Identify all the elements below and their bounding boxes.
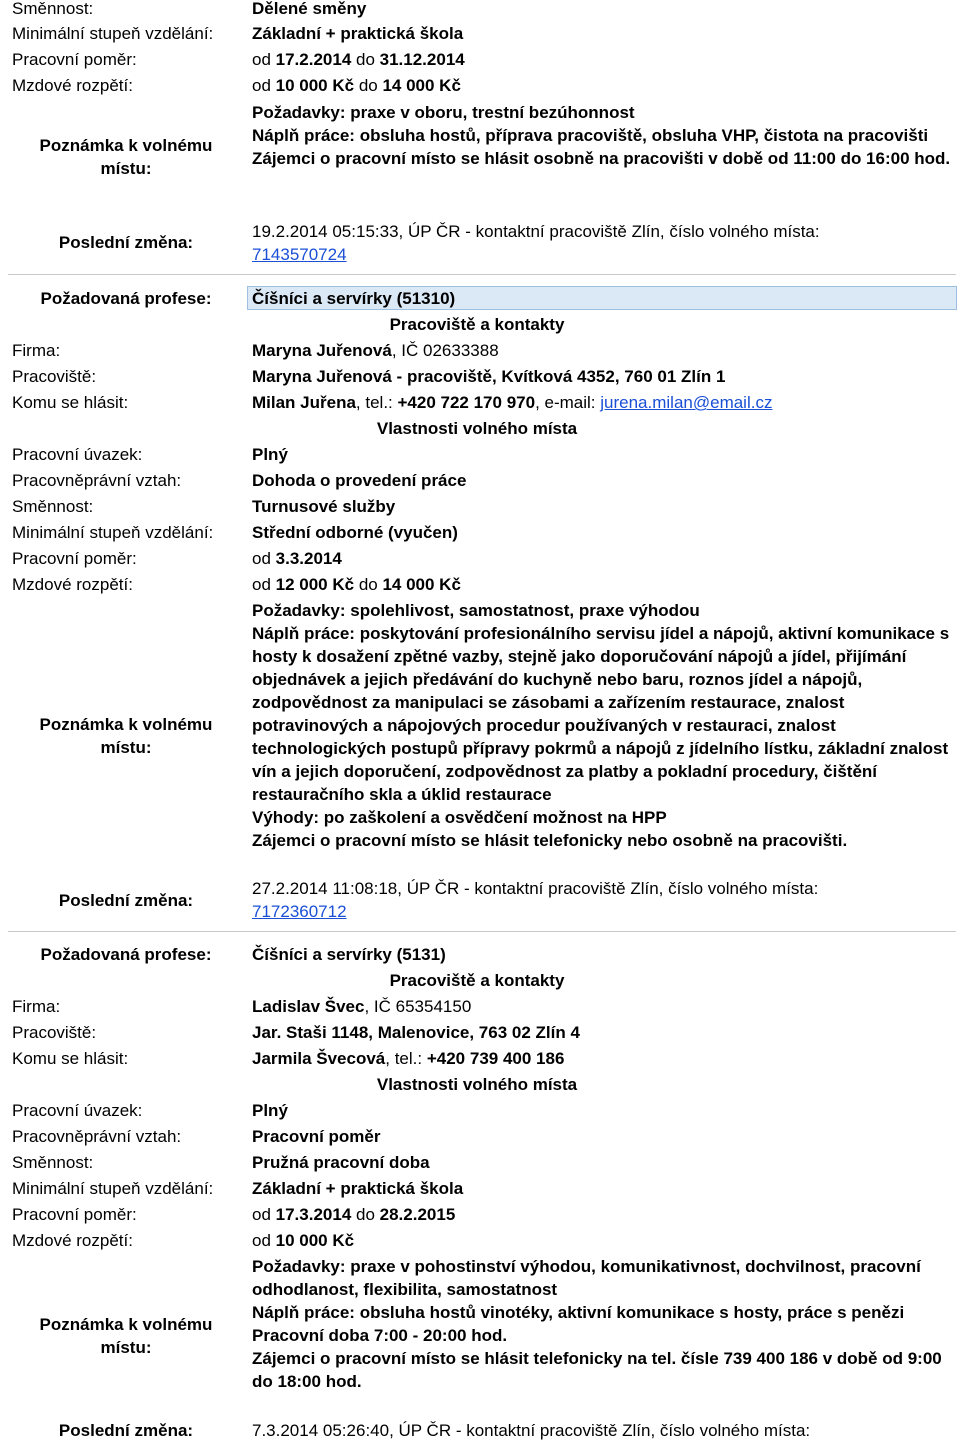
value-uvazek: Plný xyxy=(252,1101,288,1120)
label-komu-se-hlasit: Komu se hlásit: xyxy=(12,393,129,412)
poznamka-line: Náplň práce: poskytování profesionálního servisu jídel a nápojů, aktivní komunikace s hosty k dosažení zpětné vazby, stejně jako doporučování nápojů a jídel, přijímání objednávek a jejich předávání do kuchyně nebo baru, roznos jídel a nápojů, zodpovědnost za manipulaci se zásobami a zařízením restaurace, znalost potravinových a nápojových procedur používaných v restauraci, znalost technologických postupů přípravy pokrmů a nápojů z jídelního lístku, základní znalost vín a jejich doporučení, zodpovědnost za platby a pokladní procedury, čištění restauračního skla a úklid restaurace xyxy=(252,624,950,804)
poznamka-line: Zájemci o pracovní místo se hlásit telefonicky nebo osobně na pracovišti. xyxy=(252,831,848,850)
label-smennost: Směnnost: xyxy=(12,497,94,516)
value-pracovni-pomer: od 17.3.2014 do 28.2.2015 xyxy=(252,1205,456,1224)
value-vztah: Pracovní poměr xyxy=(252,1127,381,1146)
poznamka-line: Zájemci o pracovní místo se hlásit osobně na pracovišti v době od 11:00 do 16:00 hod. xyxy=(252,149,951,168)
poznamka-line: Pracovní doba 7:00 - 20:00 hod. xyxy=(252,1326,508,1345)
label-posledni-zmena: Poslední změna: xyxy=(58,1421,194,1440)
label-pozadovana-profese: Požadovaná profese: xyxy=(40,289,212,308)
label-posledni-zmena: Poslední změna: xyxy=(58,891,194,910)
label-pracovni-pomer: Pracovní poměr: xyxy=(12,1205,137,1224)
value-vzdelani: Základní + praktická škola xyxy=(252,1179,464,1198)
value-pracoviste: Jar. Staši 1148, Malenovice, 763 02 Zlín 4 xyxy=(252,1023,580,1042)
label-vzdelani: Minimální stupeň vzdělání: xyxy=(12,1179,214,1198)
label-pracoviste: Pracoviště: xyxy=(12,1023,97,1042)
poznamka-line: Požadavky: praxe v pohostinství výhodou, komunikativnost, dochvilnost, pracovní odhodlanost, flexibilita, samostatnost xyxy=(252,1257,921,1299)
value-smennost: Dělené směny xyxy=(252,0,367,18)
label-poznamka: Poznámka k volnému místu: xyxy=(39,1315,213,1357)
label-mzdove-rozpeti: Mzdové rozpětí: xyxy=(12,1231,133,1250)
value-posledni-zmena: 19.2.2014 05:15:33, ÚP ČR - kontaktní pracoviště Zlín, číslo volného místa: 7143570724 xyxy=(252,222,820,264)
value-firma: Maryna Juřenová, IČ 02633388 xyxy=(252,341,499,360)
value-smennost: Turnusové služby xyxy=(252,497,396,516)
label-firma: Firma: xyxy=(12,997,61,1016)
value-vztah: Dohoda o provedení práce xyxy=(252,471,467,490)
value-smennost: Pružná pracovní doba xyxy=(252,1153,430,1172)
label-komu-se-hlasit: Komu se hlásit: xyxy=(12,1049,129,1068)
email-link[interactable]: jurena.milan@email.cz xyxy=(600,393,773,412)
label-vzdelani: Minimální stupeň vzdělání: xyxy=(12,523,214,542)
label-uvazek: Pracovní úvazek: xyxy=(12,1101,143,1120)
value-vzdelani: Základní + praktická škola xyxy=(252,24,464,43)
value-pozadovana-profese: Číšníci a servírky (51310) xyxy=(252,289,456,308)
label-pracoviste: Pracoviště: xyxy=(12,367,97,386)
label-poznamka: Poznámka k volnému místu: xyxy=(39,136,213,178)
separator xyxy=(8,931,956,932)
value-uvazek: Plný xyxy=(252,445,288,464)
value-poznamka xyxy=(252,599,952,852)
poznamka-line: Zájemci o pracovní místo se hlásit telefonicky na tel. čísle 739 400 186 v době od 9:00 do 18:00 hod. xyxy=(252,1349,942,1391)
value-mzdove-rozpeti: od 10 000 Kč xyxy=(252,1231,355,1250)
label-pracovni-pomer: Pracovní poměr: xyxy=(12,50,137,69)
poznamka-line: Výhody: po zaškolení a osvědčení možnost na HPP xyxy=(252,808,667,827)
label-vzdelani: Minimální stupeň vzdělání: xyxy=(12,24,214,43)
vacancy-number-link[interactable]: 7143570724 xyxy=(252,245,347,264)
label-pozadovana-profese: Požadovaná profese: xyxy=(40,945,212,964)
section-vlastnosti: Vlastnosti volného místa xyxy=(376,419,578,438)
poznamka-line: Požadavky: praxe v oboru, trestní bezúhonnost xyxy=(252,103,635,122)
value-poznamka xyxy=(252,1255,957,1393)
value-pracovni-pomer: od 3.3.2014 xyxy=(252,549,342,568)
label-pracovni-pomer: Pracovní poměr: xyxy=(12,549,137,568)
label-vztah: Pracovněprávní vztah: xyxy=(12,471,182,490)
poznamka-line: Požadavky: spolehlivost, samostatnost, praxe výhodou xyxy=(252,601,700,620)
value-posledni-zmena: 27.2.2014 11:08:18, ÚP ČR - kontaktní pracoviště Zlín, číslo volného místa: 7172360712 xyxy=(252,879,819,921)
vacancy-number-link[interactable]: 7172360712 xyxy=(252,902,347,921)
value-pozadovana-profese: Číšníci a servírky (5131) xyxy=(252,945,446,964)
value-poznamka xyxy=(252,101,952,170)
label-posledni-zmena: Poslední změna: xyxy=(58,233,194,252)
poznamka-line: Náplň práce: obsluha hostů vinotéky, aktivní komunikace s hosty, práce s penězi xyxy=(252,1303,905,1322)
label-smennost: Směnnost: xyxy=(12,1153,94,1172)
label-vztah: Pracovněprávní vztah: xyxy=(12,1127,182,1146)
value-mzdove-rozpeti: od 10 000 Kč do 14 000 Kč xyxy=(252,76,461,95)
value-mzdove-rozpeti: od 12 000 Kč do 14 000 Kč xyxy=(252,575,461,594)
value-pracoviste: Maryna Juřenová - pracoviště, Kvítková 4352, 760 01 Zlín 1 xyxy=(252,367,726,386)
label-uvazek: Pracovní úvazek: xyxy=(12,445,143,464)
poznamka-line: Náplň práce: obsluha hostů, příprava pracoviště, obsluha VHP, čistota na pracovišti xyxy=(252,126,929,145)
value-komu-se-hlasit: Jarmila Švecová, tel.: +420 739 400 186 xyxy=(252,1049,565,1068)
value-posledni-zmena: 7.3.2014 05:26:40, ÚP ČR - kontaktní pracoviště Zlín, číslo volného místa: xyxy=(252,1421,811,1440)
label-smennost: Směnnost: xyxy=(12,0,94,18)
label-mzdove-rozpeti: Mzdové rozpětí: xyxy=(12,76,133,95)
value-firma: Ladislav Švec, IČ 65354150 xyxy=(252,997,472,1016)
label-mzdove-rozpeti: Mzdové rozpětí: xyxy=(12,575,133,594)
section-vlastnosti: Vlastnosti volného místa xyxy=(376,1075,578,1094)
value-pracovni-pomer: od 17.2.2014 do 31.12.2014 xyxy=(252,50,465,69)
label-firma: Firma: xyxy=(12,341,61,360)
value-komu-se-hlasit: Milan Juřena, tel.: +420 722 170 970, e-mail: jurena.milan@email.cz xyxy=(252,393,773,412)
section-pracoviste-kontakty: Pracoviště a kontakty xyxy=(389,971,565,990)
value-vzdelani: Střední odborné (vyučen) xyxy=(252,523,458,542)
label-poznamka: Poznámka k volnému místu: xyxy=(39,715,213,757)
separator xyxy=(8,274,956,275)
section-pracoviste-kontakty: Pracoviště a kontakty xyxy=(389,315,565,334)
